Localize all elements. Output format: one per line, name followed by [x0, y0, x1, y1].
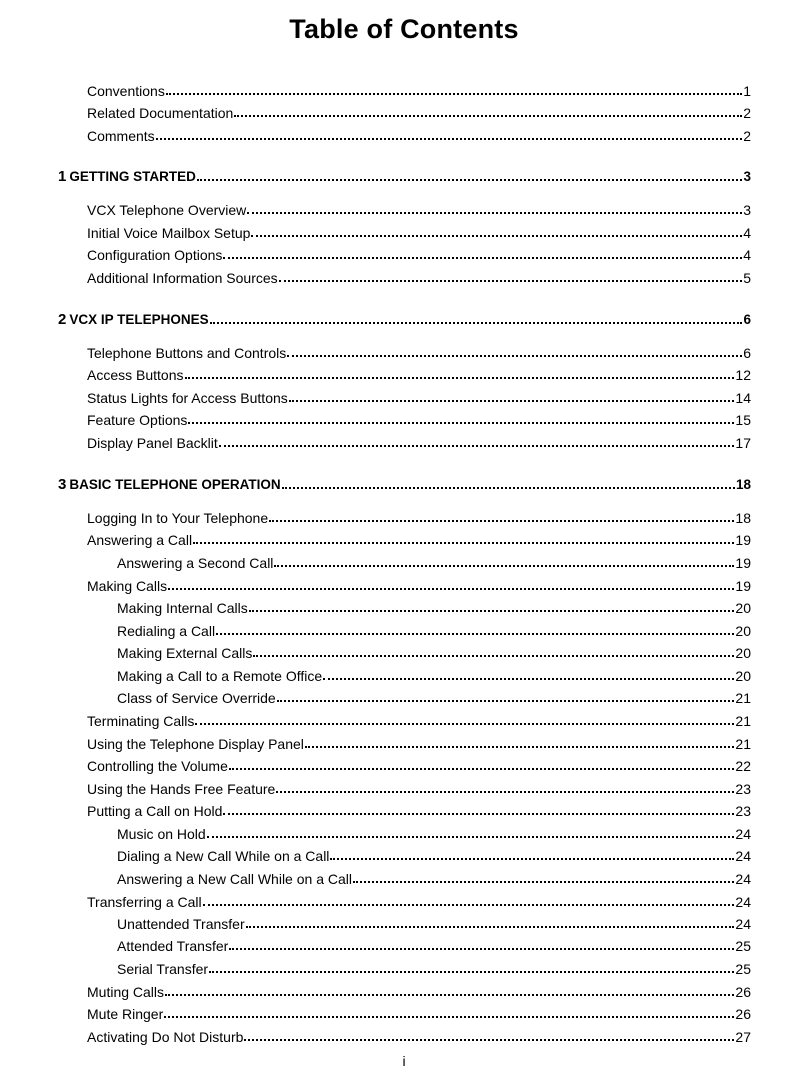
toc-entry-page: 21	[735, 713, 751, 729]
dot-leader	[209, 970, 734, 973]
toc-entry-page: 25	[735, 961, 751, 977]
toc-entry[interactable]	[87, 127, 751, 145]
toc-entry[interactable]	[87, 269, 751, 287]
toc-entry[interactable]	[87, 983, 751, 1001]
toc-entry-page: 21	[735, 690, 751, 706]
dot-leader	[330, 857, 734, 860]
toc-entry-page: 12	[735, 367, 751, 383]
toc-entry[interactable]	[87, 224, 751, 242]
dot-leader	[244, 1038, 734, 1041]
dot-leader	[229, 947, 734, 950]
toc-entry-label: Comments	[87, 128, 155, 144]
dot-leader	[277, 699, 735, 702]
toc-entry[interactable]	[87, 434, 751, 452]
toc-entry[interactable]	[87, 389, 751, 407]
dot-leader	[168, 587, 734, 590]
toc-entry-label: Unattended Transfer	[117, 916, 245, 932]
dot-leader	[219, 444, 735, 447]
toc-subentry[interactable]	[117, 599, 751, 617]
toc-entry-label: Music on Hold	[117, 826, 206, 842]
toc-entry-page: 22	[735, 758, 751, 774]
toc-entry-label: Using the Telephone Display Panel	[87, 736, 304, 752]
toc-entry-page: 27	[735, 1029, 751, 1045]
toc-entry-page: 23	[735, 803, 751, 819]
toc-entry-page: 6	[743, 345, 751, 361]
toc-entry-page: 4	[743, 247, 751, 263]
toc-entry-page: 20	[735, 645, 751, 661]
dot-leader	[353, 880, 734, 883]
toc-entry-label: Initial Voice Mailbox Setup	[87, 225, 251, 241]
toc-subentry[interactable]	[117, 825, 751, 843]
toc-entry[interactable]	[87, 1028, 751, 1046]
dot-leader	[246, 925, 735, 928]
toc-entry[interactable]	[87, 757, 751, 775]
toc-subentry[interactable]	[117, 554, 751, 572]
toc-entry[interactable]	[87, 893, 751, 911]
toc-chapter-label	[58, 168, 196, 186]
toc-entry-page: 2	[743, 128, 751, 144]
toc-entry-label: Putting a Call on Hold	[87, 803, 223, 819]
toc-entry-page: 24	[735, 826, 751, 842]
toc-subentry[interactable]	[117, 937, 751, 955]
toc-entry-page: 2	[743, 105, 751, 121]
toc-entry-label: Serial Transfer	[117, 961, 209, 977]
toc-entry[interactable]	[87, 344, 751, 362]
toc-entry-label: Class of Service Override	[117, 690, 276, 706]
toc-entry-label: Configuration Options	[87, 247, 223, 263]
toc-entry[interactable]	[87, 366, 751, 384]
toc-entry-page: 24	[735, 916, 751, 932]
dot-leader	[274, 564, 734, 567]
toc-entry-label: Display Panel Backlit	[87, 435, 218, 451]
chapter-number: 2	[58, 311, 67, 328]
toc-subentry[interactable]	[117, 644, 751, 662]
chapter-title: GETTING STARTED	[69, 169, 196, 184]
dot-leader	[249, 609, 735, 612]
dot-leader	[269, 519, 734, 522]
dot-leader	[223, 256, 742, 259]
dot-leader	[210, 321, 743, 324]
toc-entry-label: Transferring a Call	[87, 894, 202, 910]
toc-entry-page: 15	[735, 412, 751, 428]
dot-leader	[203, 903, 735, 906]
dot-leader	[251, 234, 742, 237]
toc-entry-label: Attended Transfer	[117, 938, 229, 954]
dot-leader	[193, 541, 734, 544]
toc-entry[interactable]	[87, 509, 751, 527]
toc-entry-page: 18	[735, 510, 751, 526]
dot-leader	[247, 211, 742, 214]
toc-entry-label: Access Buttons	[87, 367, 184, 383]
toc-entry-label: Answering a Second Call	[117, 555, 274, 571]
dot-leader	[164, 1015, 734, 1018]
toc-entry-page: 19	[735, 555, 751, 571]
toc-entry[interactable]	[87, 780, 751, 798]
toc-entry-label: Controlling the Volume	[87, 758, 228, 774]
toc-entry[interactable]	[87, 82, 751, 100]
toc-entry-label: Redialing a Call	[117, 623, 216, 639]
dot-leader	[197, 178, 743, 181]
toc-subentry[interactable]	[117, 847, 751, 865]
toc-entry-label: Logging In to Your Telephone	[87, 510, 269, 526]
dot-leader	[156, 137, 743, 140]
toc-chapter-label	[58, 476, 281, 494]
toc-entry-page: 26	[735, 1006, 751, 1022]
toc-entry-label: Telephone Buttons and Controls	[87, 345, 287, 361]
dot-leader	[165, 993, 734, 996]
toc-entry-page: 19	[735, 532, 751, 548]
chapter-number: 1	[58, 168, 67, 185]
toc-subentry[interactable]	[117, 689, 751, 707]
toc-entry-label: Using the Hands Free Feature	[87, 781, 276, 797]
toc-entry[interactable]	[87, 201, 751, 219]
dot-leader	[289, 399, 735, 402]
toc-subentry[interactable]	[117, 667, 751, 685]
toc-entry-page: 19	[735, 578, 751, 594]
toc-entry-page: 18	[735, 477, 751, 492]
dot-leader	[234, 114, 742, 117]
toc-entry-label: Additional Information Sources	[87, 270, 278, 286]
chapter-number: 3	[58, 476, 67, 493]
dot-leader	[229, 767, 735, 770]
dot-leader	[185, 376, 735, 379]
toc-entry-label: Answering a Call	[87, 532, 193, 548]
toc-chapter-entry[interactable]	[58, 476, 751, 494]
toc-entry[interactable]	[87, 802, 751, 820]
toc-entry[interactable]	[87, 411, 751, 429]
toc-entry-page: 20	[735, 623, 751, 639]
toc-entry-page: 5	[743, 270, 751, 286]
toc-entry[interactable]	[87, 577, 751, 595]
toc-entry-label: Making External Calls	[117, 645, 253, 661]
dot-leader	[276, 790, 734, 793]
toc-entry-page: 3	[743, 169, 751, 184]
toc-entry-label: Status Lights for Access Buttons	[87, 390, 288, 406]
toc-entry[interactable]	[87, 735, 751, 753]
toc-entry-page: 21	[735, 736, 751, 752]
toc-entry-label: Muting Calls	[87, 984, 165, 1000]
toc-entry-label: Feature Options	[87, 412, 188, 428]
toc-chapter-entry[interactable]	[58, 311, 751, 329]
toc-entry-label: Activating Do Not Disturb	[87, 1029, 244, 1045]
dot-leader	[323, 677, 734, 680]
toc-entry-page: 20	[735, 668, 751, 684]
chapter-title: BASIC TELEPHONE OPERATION	[69, 477, 281, 492]
toc-entry-page: 24	[735, 894, 751, 910]
toc-entry-label: Dialing a New Call While on a Call	[117, 848, 330, 864]
toc-entry-page: 6	[743, 312, 751, 327]
toc-entry-page: 1	[743, 83, 751, 99]
dot-leader	[287, 354, 742, 357]
toc-entry[interactable]	[87, 531, 751, 549]
toc-entry-page: 26	[735, 984, 751, 1000]
toc-entry-page: 25	[735, 938, 751, 954]
toc-subentry[interactable]	[117, 870, 751, 888]
toc-chapter-entry[interactable]	[58, 168, 751, 186]
toc-subentry[interactable]	[117, 622, 751, 640]
toc-entry-label: Making a Call to a Remote Office	[117, 668, 323, 684]
toc-entry-label: Conventions	[87, 83, 165, 99]
toc-entry-page: 24	[735, 871, 751, 887]
toc-entry-label: Mute Ringer	[87, 1006, 164, 1022]
toc-entry-page: 14	[735, 390, 751, 406]
toc-entry-label: Making Internal Calls	[117, 600, 248, 616]
dot-leader	[216, 632, 734, 635]
toc-entry[interactable]	[87, 712, 751, 730]
dot-leader	[223, 812, 734, 815]
page-title: Table of Contents	[289, 14, 519, 44]
toc-entry[interactable]	[87, 246, 751, 264]
toc-entry[interactable]	[87, 1005, 751, 1023]
dot-leader	[279, 279, 743, 282]
toc-entry-label: Related Documentation	[87, 105, 234, 121]
toc-entry-label: VCX Telephone Overview	[87, 202, 247, 218]
chapter-title: VCX IP TELEPHONES	[69, 312, 209, 327]
dot-leader	[166, 92, 742, 95]
toc-entry-label: Making Calls	[87, 578, 168, 594]
toc-entry-page: 20	[735, 600, 751, 616]
toc-entry-page: 23	[735, 781, 751, 797]
dot-leader	[253, 654, 734, 657]
dot-leader	[188, 421, 734, 424]
dot-leader	[207, 835, 735, 838]
toc-entry-label: Terminating Calls	[87, 713, 195, 729]
toc-entry-page: 24	[735, 848, 751, 864]
dot-leader	[282, 486, 735, 489]
toc-subentry[interactable]	[117, 960, 751, 978]
toc-entry-page: 4	[743, 225, 751, 241]
toc-entry[interactable]	[87, 104, 751, 122]
toc-chapter-label	[58, 311, 209, 329]
toc-entry-label: Answering a New Call While on a Call	[117, 871, 352, 887]
page-number: i	[402, 1053, 406, 1069]
dot-leader	[195, 722, 734, 725]
toc-subentry[interactable]	[117, 915, 751, 933]
toc-entry-page: 3	[743, 202, 751, 218]
dot-leader	[305, 745, 735, 748]
toc-entry-page: 17	[735, 435, 751, 451]
